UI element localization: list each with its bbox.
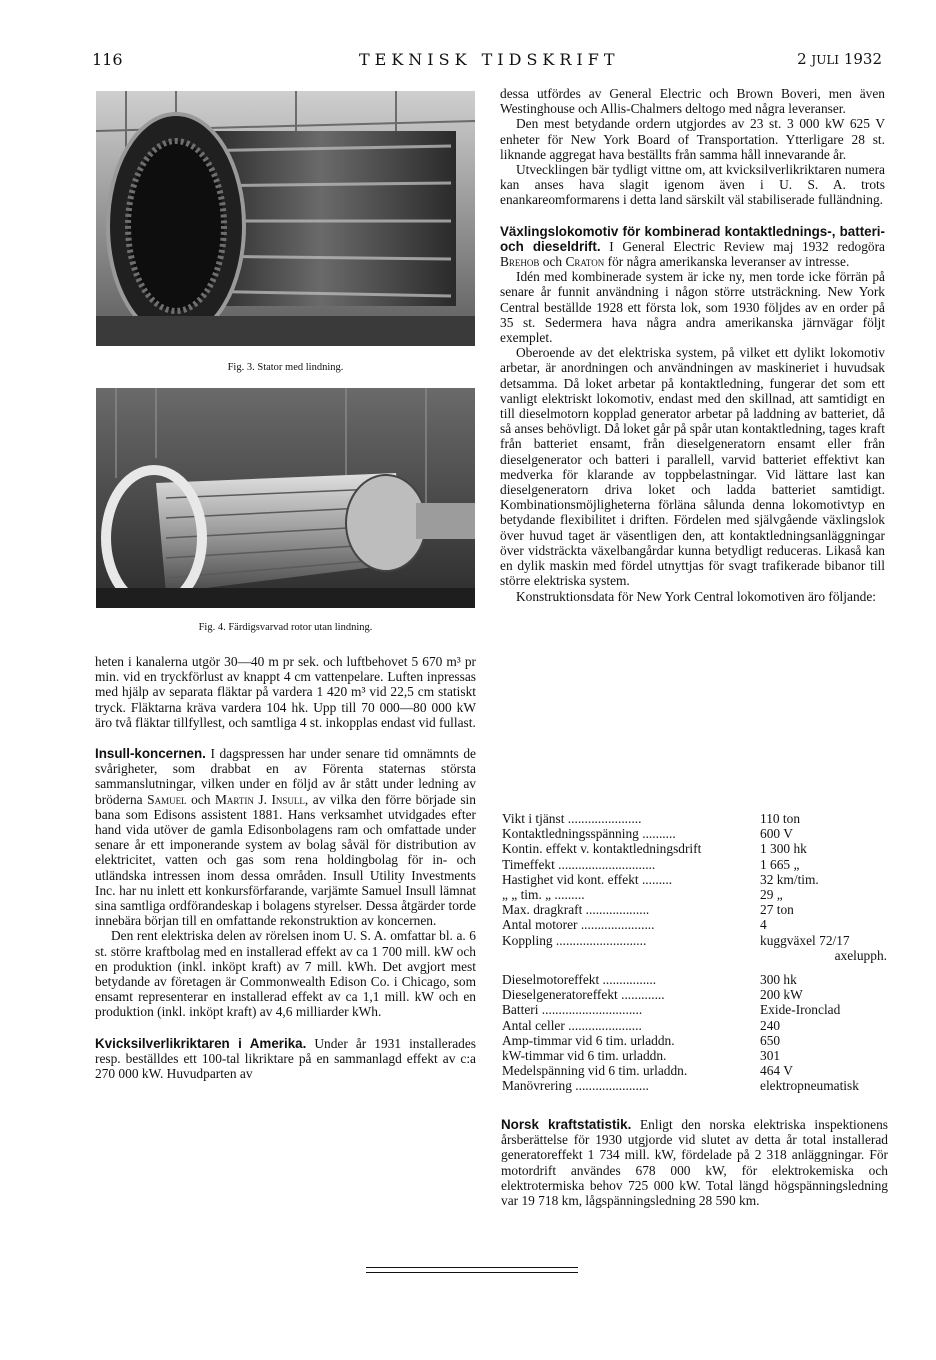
spec-label: Kontin. effekt v. kontaktledningsdrift — [502, 841, 702, 857]
kvicksilver-text: Under år 1931 installerades resp. beställdes ett 100-tal likriktare på en sammanlagd effekt av c:a 270 000 kW. Huvudparten av — [95, 1035, 476, 1082]
spec-value: 600 V — [760, 826, 793, 842]
spec-row — [502, 857, 887, 872]
insull-and: och — [191, 791, 211, 807]
spec-value-continued: axelupph. — [834, 947, 887, 963]
page-number: 116 — [92, 50, 123, 69]
spec-label: Max. dragkraft ................... — [502, 902, 650, 918]
spec-value: 110 ton — [760, 811, 801, 826]
spec-value: 29 „ — [760, 887, 783, 903]
figure-stator-photo — [96, 91, 475, 346]
spec-label: Antal celler ...................... — [502, 1017, 642, 1033]
end-rule-2 — [366, 1272, 578, 1273]
spec-row — [502, 841, 887, 856]
name-martin-insull: Martin J. Insull — [214, 791, 305, 807]
paragraph-vax-3: Oberoende av det elektriska system, på vilket ett dylikt lokomotiv arbetar, är anordningen och användningen av maskineriet i huvudsak detsamma. Då loket arbetar på kontaktledning, fungerar det som ett vanligt elektriskt lokomotiv, endast med den skillnad, att samtidigt en till dieselmotorn kopplad generator arbetar på laddning av batteriet, då så anses behövligt. Då loket går på spår utan kontaktledning, tages kraft från batteriet ensamt, från dieselgeneratorn ensamt eller från dieselgenerator och batteri i parallell, varvid batteriet effektivt kan medverka för klarande av toppbelastningar. Vid lättare last kan dieselgeneratorn driva loket och ladda batteriet samtidigt. Kombinationsmöjligheterna förläna sålunda denna lokomotivtyp en betydande flexibilitet i driften. Fördelen med självgående växlingslok över huvud taget är väsentligen den, att kontaktledningsanläggningar över vidsträckta växelbangårdar kunna betydligt reduceras. Likaså kan en dylik maskin med fördel utnyttjas för svagt trafikerade bibanor till större elektriska system. — [500, 345, 885, 589]
spec-row — [502, 987, 887, 1002]
name-brehob: Brehob — [500, 254, 540, 270]
spec-row — [502, 811, 887, 826]
heading-insull: Insull-koncernen. — [95, 746, 206, 762]
spec-label: Batteri .............................. — [502, 1002, 643, 1018]
vax-text-a: I General Electric Review maj 1932 redogöra — [609, 238, 885, 254]
name-samuel: Samuel — [147, 791, 187, 807]
spec-label: Vikt i tjänst ...................... — [502, 811, 642, 826]
spec-value: Exide-Ironclad — [760, 1002, 841, 1018]
article-norsk — [501, 1117, 888, 1208]
spec-value: 300 hk — [760, 972, 797, 988]
spec-value: 301 — [760, 1048, 781, 1064]
insull-text-a: I dagspressen har under senare tid omnämnts de svårigheter, som drabbat en av Förenta staternas största sammanslutningar, vilken under en följd av år stått under ledning av bröderna — [95, 746, 476, 807]
spec-row — [502, 1018, 887, 1033]
spec-label: Dieselmotoreffekt ................ — [502, 972, 657, 988]
insull-text-b: , av vilka den förre började sin bana som Edisons assistent 1881. Hans verksamhet utvidgades efter hand vida utöver de gamla Edisonbolagens ram och omfattade under senare år ett imponerande system av bolag såväl för distribution av elektricitet, vatten och gas som rena holdingbolag för in- och utländska intressen inom dessa områden. Insull Utility Investments Inc. har nu inlett ett konkursförfarande, varjämte Samuel Insull lämnat sina samtliga ordförandeskap i bolagens styrelser. Dessa åtgärder torde innebära början till en omfattande rekonstruktion av koncernen. — [95, 791, 476, 929]
spec-row — [502, 902, 887, 917]
spec-row-continuation — [502, 948, 887, 963]
paragraph-airflow: heten i kanalerna utgör 30—40 m pr sek. och luftbehovet 5 670 m³ pr min. vid en tryckförlust av knappt 4 cm vattenpelare. Luften inpressas med hjälp av separata fläktar på vardera 1 420 m³ vid 22,5 cm statiskt tryck. Fläktarna kräva vardera 104 hk. Upp till 70 000—80 000 kW äro två fläktar tillfyllest, och samtliga 4 st. inkopplas endast vid fullast. — [95, 654, 476, 730]
paragraph-vax-4: Konstruktionsdata för New York Central lokomotiven äro följande: — [516, 588, 876, 604]
end-rule-1 — [366, 1267, 578, 1268]
spec-value: 27 ton — [760, 902, 794, 918]
spec-value: 1 665 „ — [760, 856, 800, 872]
spec-label: Manövrering ...................... — [502, 1078, 649, 1094]
stator-illustration — [96, 91, 475, 346]
spec-row — [502, 972, 887, 987]
date-year: 1932 — [843, 50, 882, 68]
spec-value: 32 km/tim. — [760, 871, 819, 887]
paragraph-suppliers: dessa utfördes av General Electric och Brown Boveri, men även Westinghouse och Allis-Chalmers deltogo med några leveranser. — [500, 86, 885, 117]
left-column — [95, 654, 476, 1081]
heading-kvicksilver: Kvicksilverlikriktaren i Amerika. — [95, 1035, 307, 1051]
vax-text-b: för några amerikanska leveranser av intresse. — [607, 254, 850, 270]
spec-label: Dieselgeneratoreffekt ............. — [502, 987, 665, 1003]
spec-row — [502, 1002, 887, 1017]
heading-vaxlingslok: Växlingslokomotiv för kombinerad kontaktlednings-, batteri- och dieseldrift. — [500, 223, 885, 254]
spec-label: Medelspänning vid 6 tim. urladdn. — [502, 1063, 688, 1079]
paragraph-ny-order: Den mest betydande ordern utgjordes av 23 st. 3 000 kW 625 V enheter för New York Board of Transportation. Ytterligare 28 st. liknande aggregat hava beställts från samma håll innevarande år. — [500, 116, 885, 162]
right-column — [500, 86, 885, 604]
norsk-text: Enligt den norska elektriska inspektionens årsberättelse för 1930 utgjorde vid slutet av detta år total installerad generatoreffekt 1 734 mill. kW, fördelade på 2 318 anläggningar. För motordrift användes 678 000 kW, för elektrokemiska och elektrotermiska behov 725 000 kW. Total längd högspänningsledning var 19 718 km, lågspänningsledning 28 590 km. — [501, 1117, 888, 1209]
date-month: JULI — [811, 53, 840, 67]
figure-3-caption: Fig. 3. Stator med lindning. — [227, 362, 344, 373]
spec-row — [502, 872, 887, 887]
figure-4-caption: Fig. 4. Färdigsvarvad rotor utan lindning. — [198, 622, 373, 633]
spec-label: Antal motorer ...................... — [502, 917, 655, 933]
paragraph-insull-2: Den rent elektriska delen av rörelsen inom U. S. A. omfattar bl. a. 6 st. större kraftbolag med en installerad effekt av ca 1 700 mill. kW och en produktion (inkl. inköpt kraft) av 7 mill. kWh. Det avgjort mest betydande av företagen är Commonwealth Edison Co. i Chicago, som ensamt representerar en installerad effekt av ca 1,1 mill. kW och en produktion (inkl. inköpt kraft) av 4,6 milliarder kWh. — [95, 928, 476, 1020]
spec-row — [502, 1078, 887, 1093]
spec-label: Timeffekt ............................. — [502, 856, 656, 872]
spec-row — [502, 887, 887, 902]
page-header — [92, 50, 892, 74]
name-craton: Craton — [565, 254, 605, 270]
spec-value: 650 — [760, 1032, 781, 1048]
spec-label: „ „ tim. „ ......... — [502, 887, 585, 903]
spec-label: Hastighet vid kont. effekt ......... — [502, 871, 673, 887]
spec-value: 1 300 hk — [760, 841, 807, 857]
date-day: 2 — [797, 50, 807, 68]
spec-value: kuggväxel 72/17 — [760, 932, 850, 948]
spec-value: elektropneumatisk — [760, 1078, 859, 1094]
heading-norsk: Norsk kraftstatistik. — [501, 1117, 632, 1132]
spec-label: kW-timmar vid 6 tim. urladdn. — [502, 1048, 667, 1064]
rotor-illustration — [96, 388, 475, 608]
spec-row — [502, 1063, 887, 1078]
figure-rotor-photo — [96, 388, 475, 608]
spec-spacer — [502, 963, 887, 972]
spec-row — [502, 1033, 887, 1048]
journal-title: TEKNISK TIDSKRIFT — [359, 50, 620, 69]
issue-date — [797, 50, 882, 68]
spec-value: 464 V — [760, 1063, 793, 1079]
spec-label: Amp-timmar vid 6 tim. urladdn. — [502, 1032, 675, 1048]
spec-value: 200 kW — [760, 987, 803, 1003]
spec-table-body — [502, 811, 887, 1094]
locomotive-spec-table — [502, 811, 887, 1094]
spec-row — [502, 826, 887, 841]
paragraph-development: Utvecklingen bär tydligt vittne om, att kvicksilverlikriktaren numera kan anses hava slagit igenom även i U. S. A. trots enankareomformarens i detta land särskilt väl stabiliserade fulländning. — [500, 162, 885, 208]
spec-value: 240 — [760, 1017, 781, 1033]
spec-row — [502, 1048, 887, 1063]
paragraph-vax-2: Idén med kombinerade system är icke ny, men torde icke förrän på senare år funnit användning i någon större utsträckning. New York Central beställde 1928 ett första lok, som 1930 följdes av en order på 35 st. Sedermera hava några andra amerikanska järnvägar följt exemplet. — [500, 269, 885, 346]
vax-and: och — [542, 254, 563, 270]
spec-label: Kontaktledningsspänning .......... — [502, 826, 676, 842]
spec-label: Koppling ........................... — [502, 932, 647, 948]
spec-value: 4 — [760, 917, 767, 933]
spec-row — [502, 933, 887, 948]
spec-row — [502, 917, 887, 932]
